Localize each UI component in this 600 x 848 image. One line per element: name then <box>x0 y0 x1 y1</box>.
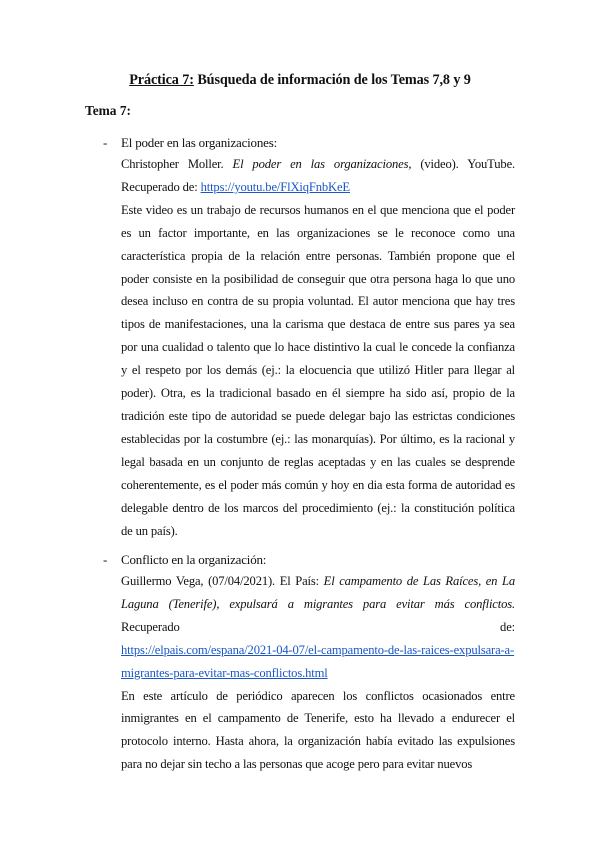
section2-link[interactable]: https://elpais.com/espana/2021-04-07/el-campamento-de-las-raices-expulsara-a-migrantes-para-evitar-mas-conflictos.html <box>121 642 515 680</box>
section2-heading: Conflicto en la organización: <box>121 552 267 567</box>
bullet-dash: - <box>103 135 108 150</box>
section2-content <box>121 570 515 776</box>
section1-content <box>121 153 515 542</box>
section1-retrieved <box>121 176 515 199</box>
section1-ref-title: El poder en las organizaciones, <box>232 157 412 171</box>
section1-ref-rest: (video). YouTube. <box>411 157 516 171</box>
section2-body: En este artículo de periódico aparecen los conflictos ocasionados entre inmigrantes en el campamento de Tenerife, esto ha llevado a endurecer el protocolo interno. Hasta ahora, la organización había evitado las expulsiones para no dejar sin techo a las personas que acoge pero para evitar nuevos <box>121 688 515 772</box>
section2-retrieved <box>121 639 515 685</box>
section1-ref-author: Christopher Moller. <box>121 157 224 171</box>
section2-ref-author: Guillermo Vega, (07/04/2021). El País: <box>121 574 324 588</box>
section1-heading: El poder en las organizaciones: <box>121 135 278 150</box>
bullet-dash: - <box>103 552 108 567</box>
tema-heading: Tema 7: <box>85 103 131 118</box>
section1-reference <box>121 153 515 176</box>
section2-ref-title: El campamento de Las Raíces, en La Laguna (Tenerife), expulsará a migrantes para evitar más conflictos. <box>121 574 515 611</box>
document-title <box>0 72 600 89</box>
section1-link[interactable]: https://youtu.be/FlXiqFnbKeE <box>200 179 350 194</box>
title-rest: Búsqueda de información de los Temas 7,8 y 9 <box>193 72 471 88</box>
section1-body: Este video es un trabajo de recursos humanos en el que menciona que el poder es un factor importante, en las organizaciones se le reconoce como una característica propia de la relación entre personas. También propone que el poder consiste en la posibilidad de conseguir que otra persona haga lo que uno desea incluso en contra de su propia voluntad. El autor menciona que hay tres tipos de manifestaciones, una la carisma que destaca de entre sus pares ya sea por una cualidad o talento que lo hace distintivo la cual le concede la confianza y el respeto por los demás (ej.: la elocuencia que utilizó Hitler para llegar al poder). Otra, es la tradicional basado en él siempre ha sido así, propio de la tradición este tipo de autoridad se puede delegar bajo las estrictas condiciones establecidas por la costumbre (ej.: las monarquías). Por último, es la racional y legal basada en un conjunto de reglas aceptadas y en las cuales se desprende coherentemente, es el poder más común y hoy en dia esta forma de autoridad es delegable dentro de los marcos del procedimiento (ej.: la constitución política de un país). <box>121 202 515 538</box>
section2-retrieved-label: Recuperado de: <box>121 619 515 634</box>
section1-retrieved-label: Recuperado de: <box>121 179 201 194</box>
title-lead: Práctica 7: <box>129 72 194 88</box>
section2-reference <box>121 570 515 639</box>
